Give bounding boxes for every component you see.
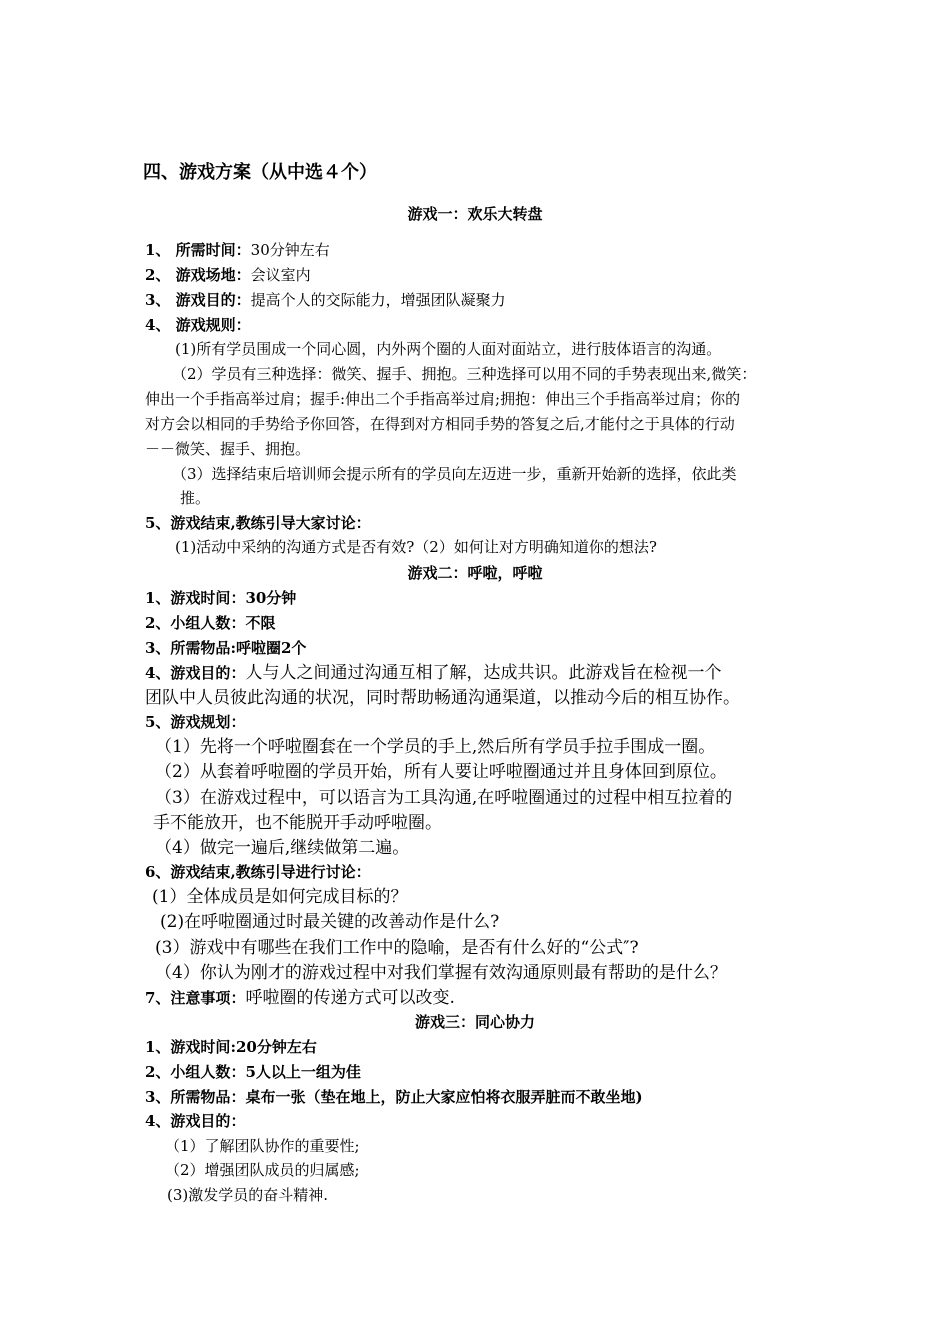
game1-rule-2-line2: 伸出一个手指高举过肩；握手:伸出二个手指高举过肩;拥抱：伸出三个手指高举过肩；你的 [145,390,741,408]
game1-rule-2: （2）学员有三种选择：微笑、握手、拥抱。三种选择可以用不同的手势表现出来,微笑： [172,365,757,383]
game2-purpose: 4、游戏目的：人与人之间通过沟通互相了解，达成共识。此游戏旨在检视一个 [145,663,722,683]
game1-rule-2-line3: 对方会以相同的手势给予你回答，在得到对方相同手势的答复之后,才能付之于具体的行动 [145,415,735,433]
game1-rule-3: （3）选择结束后培训师会提示所有的学员向左迈进一步，重新开始新的选择，依此类 [172,465,737,483]
game1-title: 游戏一：欢乐大转盘 [407,205,543,223]
game3-title: 游戏三：同心协力 [414,1013,535,1031]
game2-discussion-label: 6、游戏结束,教练引导进行讨论： [145,863,371,881]
game1-item-time: 1、 所需时间：30分钟左右 [145,241,330,259]
game1-rule-2-line4: －－微笑、握手、拥抱。 [145,440,311,458]
game2-discussion-3: (3）游戏中有哪些在我们工作中的隐喻，是否有什么好的“公式″? [155,938,639,958]
game3-item-group: 2、小组人数：5人以上一组为佳 [145,1063,361,1081]
game1-item-rules: 4、 游戏规则： [145,316,251,334]
game2-discussion-2: (2)在呼啦圈通过时最关键的改善动作是什么? [160,912,500,932]
game2-notes: 7、注意事项：呼啦圈的传递方式可以改变. [145,988,455,1008]
game2-plan-1: （1）先将一个呼啦圈套在一个学员的手上,然后所有学员手拉手围成一圈。 [155,737,716,757]
game2-plan-label: 5、游戏规划： [145,713,246,731]
game2-plan-3: （3）在游戏过程中，可以语言为工具沟通,在呼啦圈通过的过程中相互拉着的 [155,788,733,808]
game3-item-purpose: 4、游戏目的： [145,1112,246,1130]
game1-item-purpose: 3、 游戏目的：提高个人的交际能力，增强团队凝聚力 [145,291,506,309]
game2-plan-3-line2: 手不能放开，也不能脱开手动呼啦圈。 [153,813,442,833]
game3-purpose-1: （1）了解团队协作的重要性; [165,1137,360,1155]
game1-rule-3-line2: 推。 [180,489,211,507]
game3-purpose-2: （2）增强团队成员的归属感; [165,1161,360,1179]
game1-rule-1: (1)所有学员围成一个同心圆，内外两个圈的人面对面站立，进行肢体语言的沟通。 [175,340,722,358]
game1-discussion: (1)活动中采纳的沟通方式是否有效?（2）如何让对方明确知道你的想法? [175,538,657,556]
game2-plan-2: （2）从套着呼啦圈的学员开始，所有人要让呼啦圈通过并且身体回到原位。 [155,762,727,782]
game2-purpose-line2: 团队中人员彼此沟通的状况，同时帮助畅通沟通渠道，以推动今后的相互协作。 [145,688,740,708]
game3-item-time: 1、游戏时间:20分钟左右 [145,1038,317,1056]
game1-item-venue: 2、 游戏场地：会议室内 [145,266,311,284]
game2-title: 游戏二：呼啦，呼啦 [407,564,543,582]
game2-item-group: 2、小组人数：不限 [145,614,276,632]
game2-plan-4: （4）做完一遍后,继续做第二遍。 [155,838,410,858]
game2-discussion-4: （4）你认为刚才的游戏过程中对我们掌握有效沟通原则最有帮助的是什么？ [155,963,727,983]
game1-discussion-label: 5、游戏结束,教练引导大家讨论： [145,514,371,532]
section-title: 四、游戏方案（从中选４个） [143,162,377,183]
game2-discussion-1: (1）全体成员是如何完成目标的？ [152,887,408,907]
game3-purpose-3: (3)激发学员的奋斗精神. [167,1186,329,1204]
game2-item-time: 1、游戏时间：30分钟 [145,589,297,607]
game3-item-supplies: 3、所需物品：桌布一张（垫在地上，防止大家应怕将衣服弄脏而不敢坐地) [145,1088,643,1106]
game2-item-supplies: 3、所需物品:呼啦圈2个 [145,639,307,657]
